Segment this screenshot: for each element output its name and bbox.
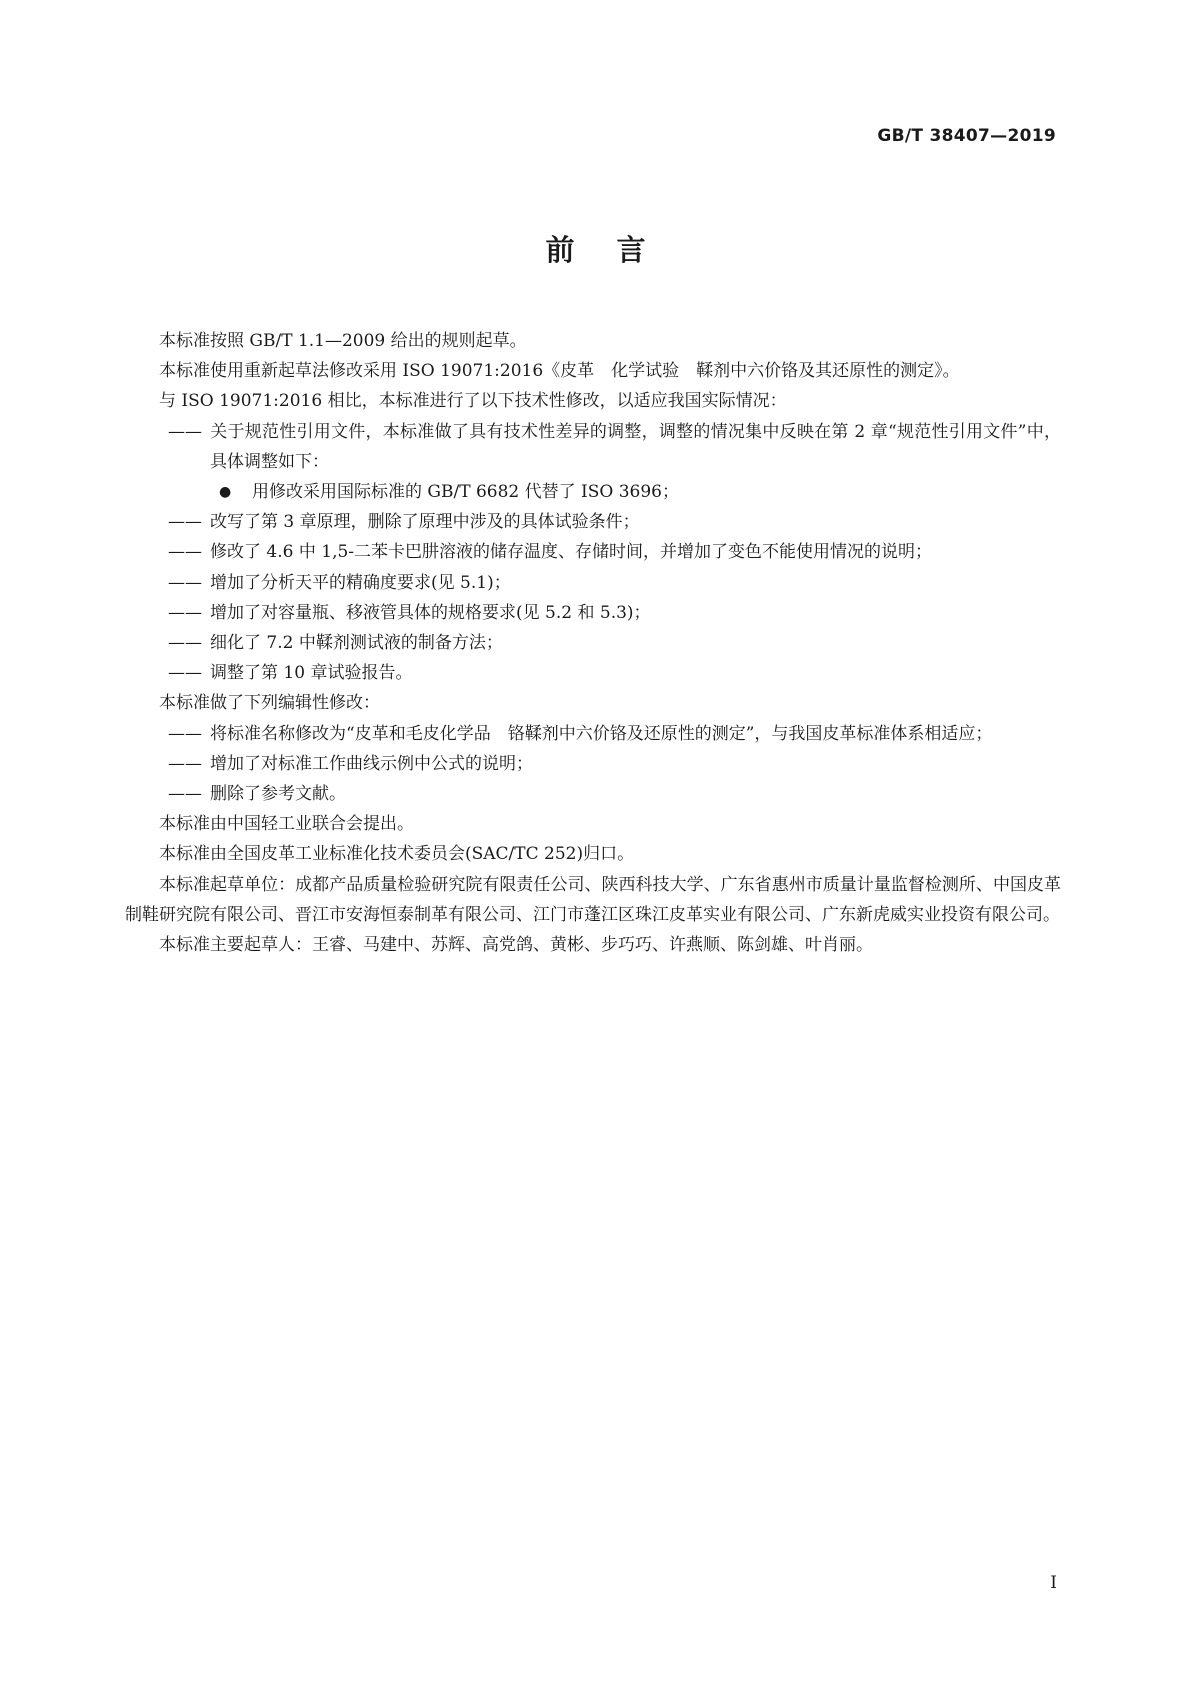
foreword-body	[125, 326, 1061, 960]
list-item-text: 删除了参考文献。	[210, 784, 346, 805]
dash-marker: ——	[168, 512, 202, 533]
list-item	[125, 537, 1061, 567]
list-item-text: 增加了分析天平的精确度要求(见 5.1)；	[210, 572, 511, 593]
list-item	[125, 507, 1061, 537]
list-item-text: 关于规范性引用文件，本标准做了具有技术性差异的调整，调整的情况集中反映在第 2 章“规范性引用文件”中，具体调整如下：	[210, 421, 1061, 472]
list-item-text: 改写了第 3 章原理，删除了原理中涉及的具体试验条件；	[210, 512, 640, 533]
dash-marker: ——	[168, 753, 202, 774]
list-item	[125, 749, 1061, 779]
list-item	[125, 568, 1061, 598]
dash-marker: ——	[168, 602, 202, 623]
dash-marker: ——	[168, 663, 202, 684]
list-item-text: 将标准名称修改为“皮革和毛皮化学品 铬鞣剂中六价铬及还原性的测定”，与我国皮革标准体系相适应；	[210, 723, 993, 744]
list-item-text: 修改了 4.6 中 1,5-二苯卡巴肼溶液的储存温度、存储时间，并增加了变色不能使用情况的说明；	[210, 542, 933, 563]
dash-marker: ——	[168, 723, 202, 744]
bullet-item	[125, 477, 1061, 507]
dash-marker: ——	[168, 633, 202, 654]
bullet-item-text: 用修改采用国际标准的 GB/T 6682 代替了 ISO 3696；	[252, 482, 679, 503]
paragraph-editorial-changes-intro: 本标准做了下列编辑性修改：	[159, 693, 380, 714]
list-item	[125, 719, 1061, 749]
dash-marker: ——	[168, 542, 202, 563]
list-item-text: 增加了对标准工作曲线示例中公式的说明；	[210, 753, 533, 774]
list-item-text: 增加了对容量瓶、移液管具体的规格要求(见 5.2 和 5.3)；	[210, 602, 651, 623]
dash-marker: ——	[168, 421, 202, 442]
list-item-text: 调整了第 10 章试验报告。	[210, 663, 413, 684]
list-item	[125, 417, 1061, 477]
list-item	[125, 598, 1061, 628]
paragraph-centralized-by: 本标准由全国皮革工业标准化技术委员会(SAC/TC 252)归口。	[159, 844, 635, 865]
list-item	[125, 658, 1061, 688]
paragraph-main-drafters: 本标准主要起草人：王睿、马建中、苏辉、高党鸽、黄彬、步巧巧、许燕顺、陈剑雄、叶肖丽。	[159, 935, 873, 956]
paragraph-technical-changes-intro: 与 ISO 19071:2016 相比，本标准进行了以下技术性修改，以适应我国实际情况：	[159, 391, 787, 412]
paragraph-proposed-by: 本标准由中国轻工业联合会提出。	[159, 814, 414, 835]
page-number: I	[1050, 1573, 1057, 1593]
paragraph-drafting-organizations: 本标准起草单位：成都产品质量检验研究院有限责任公司、陕西科技大学、广东省惠州市质量计量监督检测所、中国皮革制鞋研究院有限公司、晋江市安海恒泰制革有限公司、江门市蓬江区珠江皮革实业有限公司、广东新虎威实业投资有限公司。	[125, 874, 1061, 925]
list-item	[125, 628, 1061, 658]
bullet-dot-icon: ●	[219, 484, 232, 501]
dash-marker: ——	[168, 784, 202, 805]
dash-marker: ——	[168, 572, 202, 593]
paragraph-drafting-rules: 本标准按照 GB/T 1.1—2009 给出的规则起草。	[159, 331, 527, 351]
list-item	[125, 779, 1061, 809]
standard-code: GB/T 38407—2019	[877, 126, 1056, 146]
paragraph-adoption-method: 本标准使用重新起草法修改采用 ISO 19071:2016《皮革 化学试验 鞣剂中六价铬及其还原性的测定》。	[159, 361, 960, 382]
list-item-text: 细化了 7.2 中鞣剂测试液的制备方法；	[210, 633, 503, 654]
page-title: 前言	[545, 233, 688, 267]
